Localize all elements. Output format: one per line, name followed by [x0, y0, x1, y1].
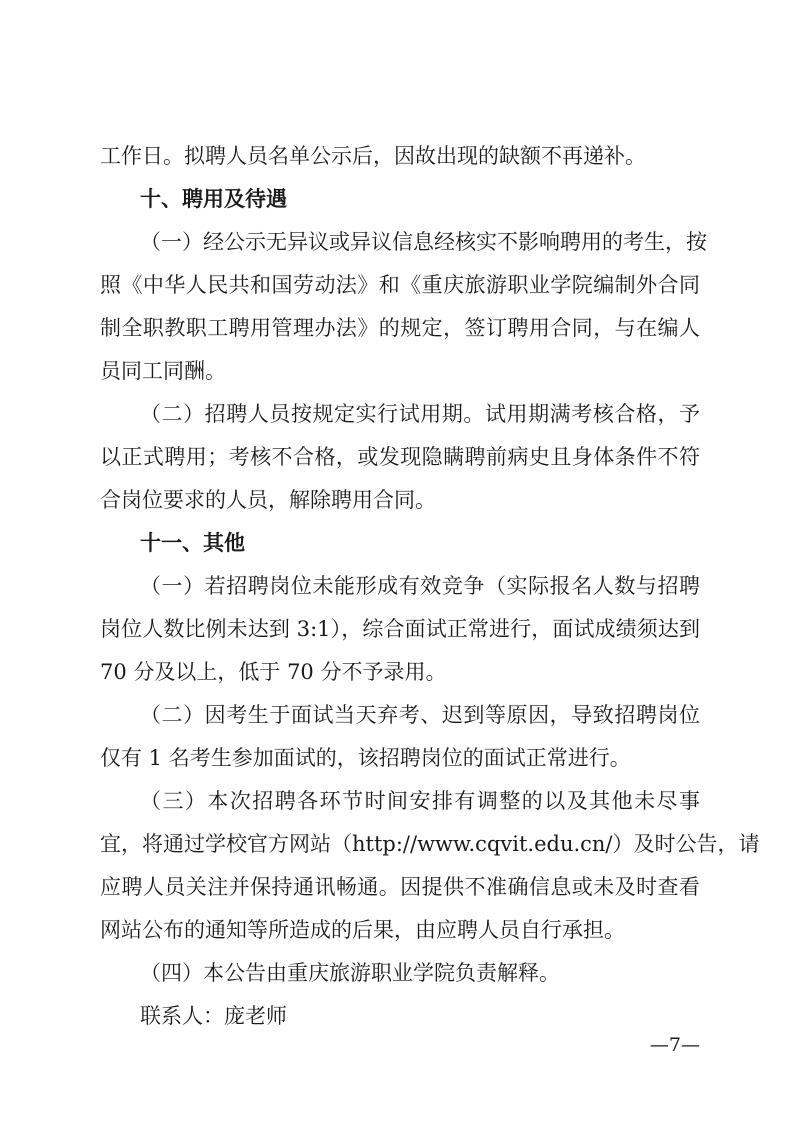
paragraph-line: （一）经公示无异议或异议信息经核实不影响聘用的考生，按 [140, 230, 707, 254]
paragraph-line: 网站公布的通知等所造成的后果，由应聘人员自行承担。 [100, 918, 625, 942]
paragraph-line: （二）招聘人员按规定实行试用期。试用期满考核合格，予 [140, 402, 700, 426]
page-number: —7— [649, 1034, 700, 1056]
contact-line: 联系人：庞老师 [140, 1004, 287, 1028]
section-11-heading: 十一、其他 [140, 531, 245, 555]
paragraph-line: （四）本公告由重庆旅游职业学院负责解释。 [140, 961, 560, 985]
paragraph-line: 岗位人数比例未达到 3:1），综合面试正常进行，面试成绩须达到 [100, 617, 700, 641]
paragraph-line: 照《中华人民共和国劳动法》和《重庆旅游职业学院编制外合同 [100, 273, 700, 297]
intro-line: 工作日。拟聘人员名单公示后，因故出现的缺额不再递补。 [100, 144, 646, 168]
paragraph-line: 仅有 1 名考生参加面试的，该招聘岗位的面试正常进行。 [100, 746, 631, 770]
paragraph-line: 以正式聘用；考核不合格，或发现隐瞒聘前病史且身体条件不符 [100, 445, 700, 469]
paragraph-line: （一）若招聘岗位未能形成有效竞争（实际报名人数与招聘 [140, 574, 700, 598]
paragraph-line: 应聘人员关注并保持通讯畅通。因提供不准确信息或未及时查看 [100, 875, 700, 899]
paragraph-line: 70 分及以上，低于 70 分不予录用。 [100, 660, 447, 684]
paragraph-line: 合岗位要求的人员，解除聘用合同。 [100, 488, 436, 512]
paragraph-line: 宜，将通过学校官方网站（http://www.cqvit.edu.cn/）及时公告，请 [100, 832, 760, 856]
section-10-heading: 十、聘用及待遇 [140, 187, 287, 211]
paragraph-line: 制全职教职工聘用管理办法》的规定，签订聘用合同，与在编人 [100, 316, 700, 340]
paragraph-line: （二）因考生于面试当天弃考、迟到等原因，导致招聘岗位 [140, 703, 700, 727]
paragraph-line: （三）本次招聘各环节时间安排有调整的以及其他未尽事 [140, 789, 700, 813]
paragraph-line: 员同工同酬。 [100, 359, 226, 383]
